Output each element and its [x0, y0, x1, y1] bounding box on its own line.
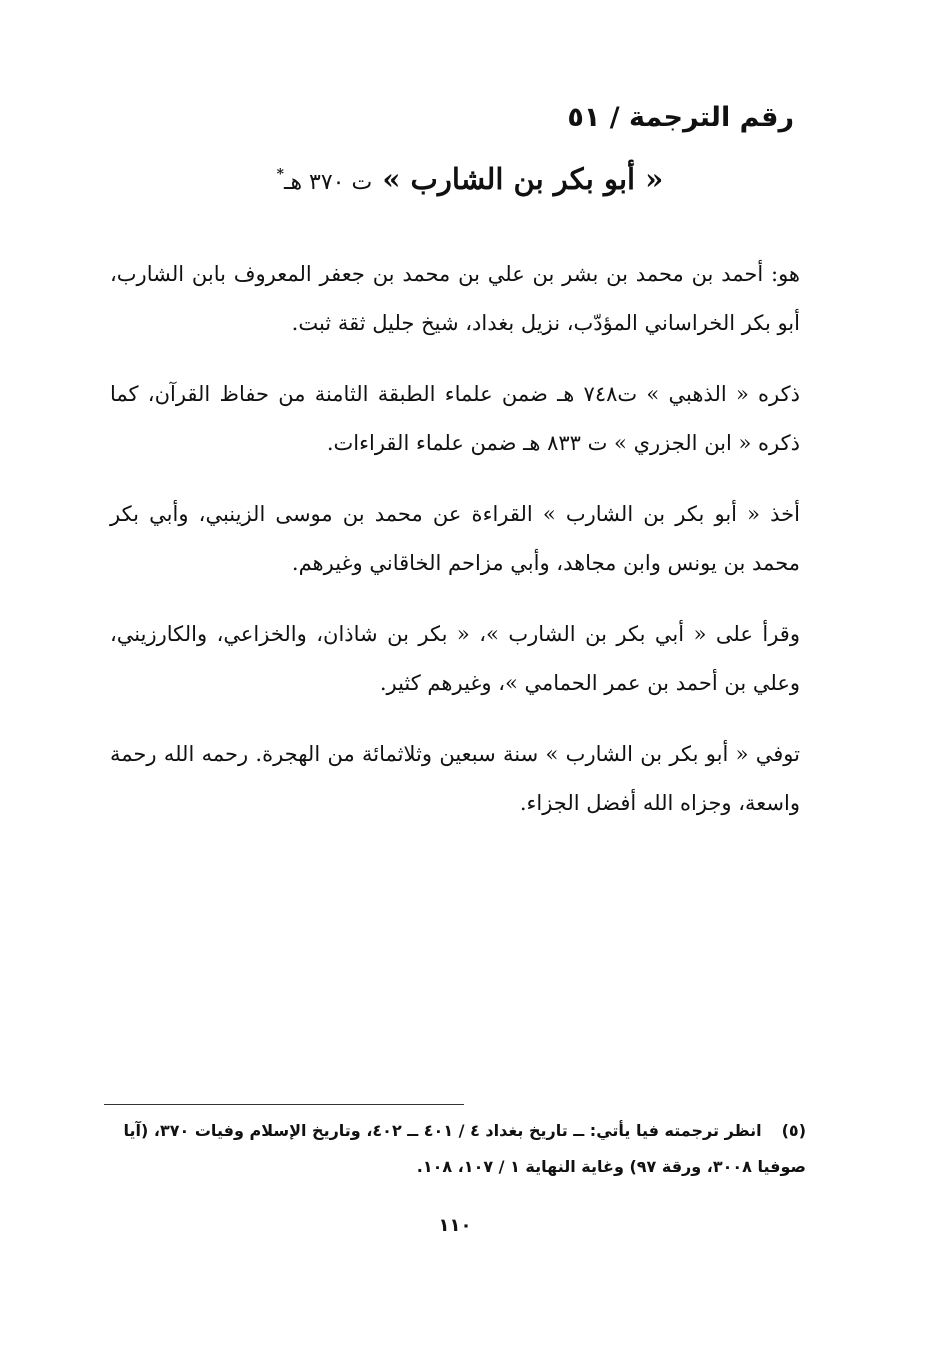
- title-footnote-marker: *: [276, 166, 284, 183]
- footnote-text: انظر ترجمته فيا يأتي: ــ تاريخ بغداد ٤ / ٤٠١ ــ ٤٠٢، وتاريخ الإسلام وفيات ٣٧٠، (آيا صوفيا ٣٠٠٨، ورقة ٩٧) وغاية النهاية ١ / ١٠٧، ١٠٨.: [123, 1121, 806, 1176]
- footnote: [100, 1113, 806, 1185]
- paragraph-students: وقرأ على « أبي بكر بن الشارب »، « بكر بن شاذان، والخزاعي، والكارزيني، وعلي بن أحمد بن عمر الحمامي »، وغيرهم كثير.: [110, 622, 800, 695]
- person-title: [0, 162, 940, 196]
- footnote-marker: (٥): [781, 1121, 806, 1140]
- paragraph-teachers: أخذ « أبو بكر بن الشارب » القراءة عن محمد بن موسى الزينبي، وأبي بكر محمد بن يونس وابن مجاهد، وأبي مزاحم الخاقاني وغيرهم.: [110, 502, 800, 575]
- paragraph-identity: هو: أحمد بن محمد بن بشر بن علي بن محمد بن جعفر المعروف بابن الشارب، أبو بكر الخراساني المؤدّب، نزيل بغداد، شيخ جليل ثقة ثبت.: [110, 262, 800, 335]
- biography-body: [110, 250, 800, 850]
- entry-number: رقم الترجمة / ٥١: [567, 102, 794, 133]
- paragraph-mentions: ذكره « الذهبي » ت٧٤٨ هـ ضمن علماء الطبقة الثامنة من حفاظ القرآن، كما ذكره « ابن الجزري » ت ٨٣٣ هـ ضمن علماء القراءات.: [110, 382, 800, 455]
- page-number: ١١٠: [438, 1215, 472, 1236]
- person-name: « أبو بكر بن الشارب »: [382, 162, 664, 196]
- death-date: ت ٣٧٠ هـ: [284, 170, 373, 195]
- footnote-divider: [104, 1104, 464, 1105]
- paragraph-death: توفي « أبو بكر بن الشارب » سنة سبعين وثلاثمائة من الهجرة. رحمه الله رحمة واسعة، وجزاه الله أفضل الجزاء.: [110, 742, 800, 815]
